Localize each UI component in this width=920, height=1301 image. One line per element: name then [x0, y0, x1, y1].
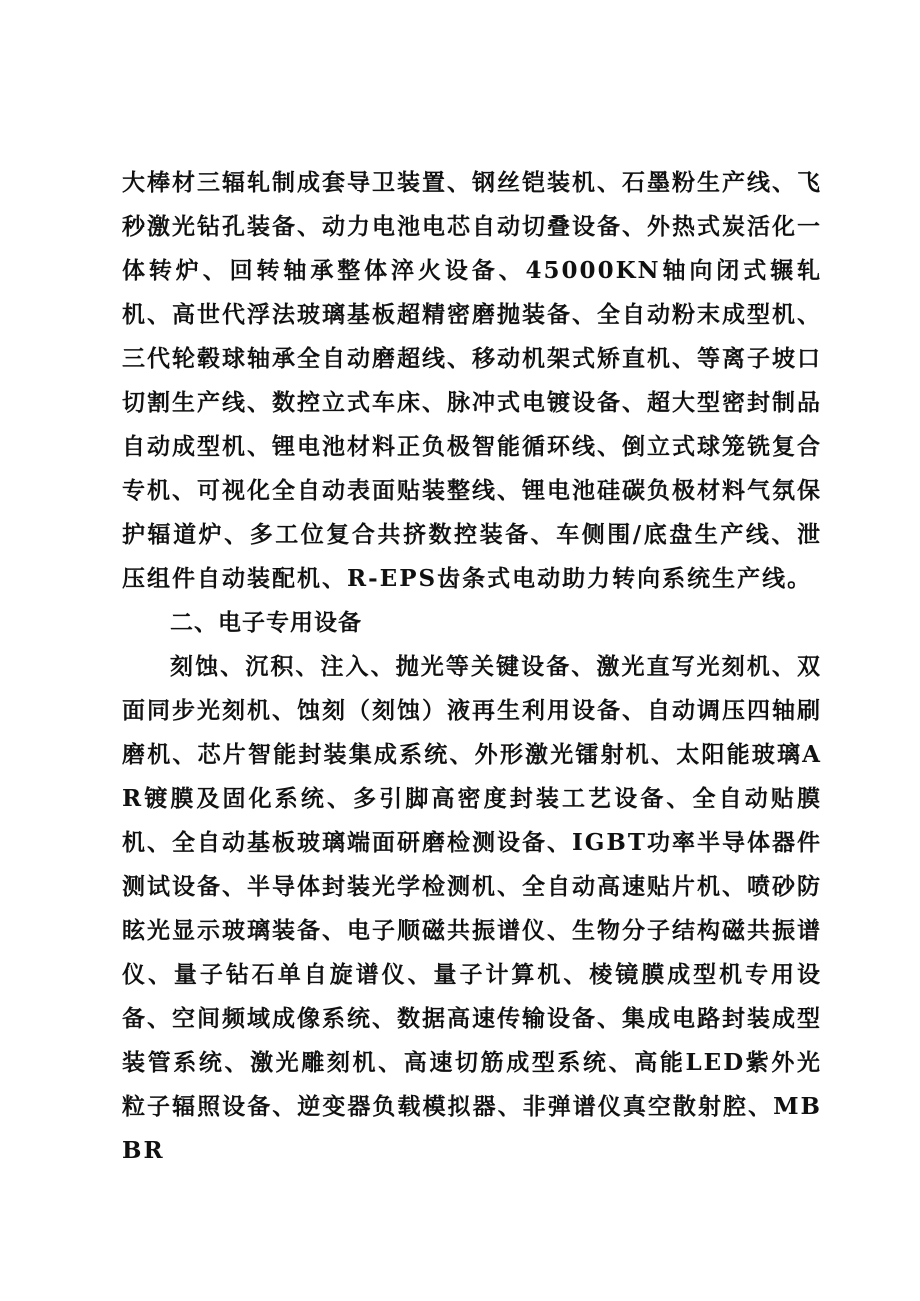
section-heading-electronic-equipment: 二、电子专用设备 — [170, 610, 362, 636]
paragraph-equipment-list-1: 大棒材三辐轧制成套导卫装置、钢丝铠装机、石墨粉生产线、飞秒激光钻孔装备、动力电池电芯自动切叠设备、外热式炭活化一体转炉、回转轴承整体淬火设备、45000KN轴向闭式辗轧机、高世代浮法玻璃基板超精密磨抛装备、全自动粉末成型机、三代轮毂球轴承全自动磨超线、移动机架式矫直机、等离子坡口切割生产线、数控立式车床、脉冲式电镀设备、超大型密封制品自动成型机、锂电池材料正负极智能循环线、倒立式球笼铣复合专机、可视化全自动表面贴装整线、锂电池硅碳负极材料气氛保护辐道炉、多工位复合共挤数控装备、车侧围/底盘生产线、泄压组件自动装配机、R-EPS齿条式电动助力转向系统生产线。 — [122, 169, 822, 592]
document-body — [122, 161, 822, 1173]
paragraph-equipment-list-2: 刻蚀、沉积、注入、抛光等关键设备、激光直写光刻机、双面同步光刻机、蚀刻（刻蚀）液再生利用设备、自动调压四轴刷磨机、芯片智能封装集成系统、外形激光镭射机、太阳能玻璃AR镀膜及固化系统、多引脚高密度封装工艺设备、全自动贴膜机、全自动基板玻璃端面研磨检测设备、IGBT功率半导体器件测试设备、半导体封装光学检测机、全自动高速贴片机、喷砂防眩光显示玻璃装备、电子顺磁共振谱仪、生物分子结构磁共振谱仪、量子钻石单自旋谱仪、量子计算机、棱镜膜成型机专用设备、空间频域成像系统、数据高速传输设备、集成电路封装成型装管系统、激光雕刻机、高速切筋成型系统、高能LED紫外光粒子辐照设备、逆变器负载模拟器、非弹谱仪真空散射腔、MBBR — [122, 653, 822, 1164]
